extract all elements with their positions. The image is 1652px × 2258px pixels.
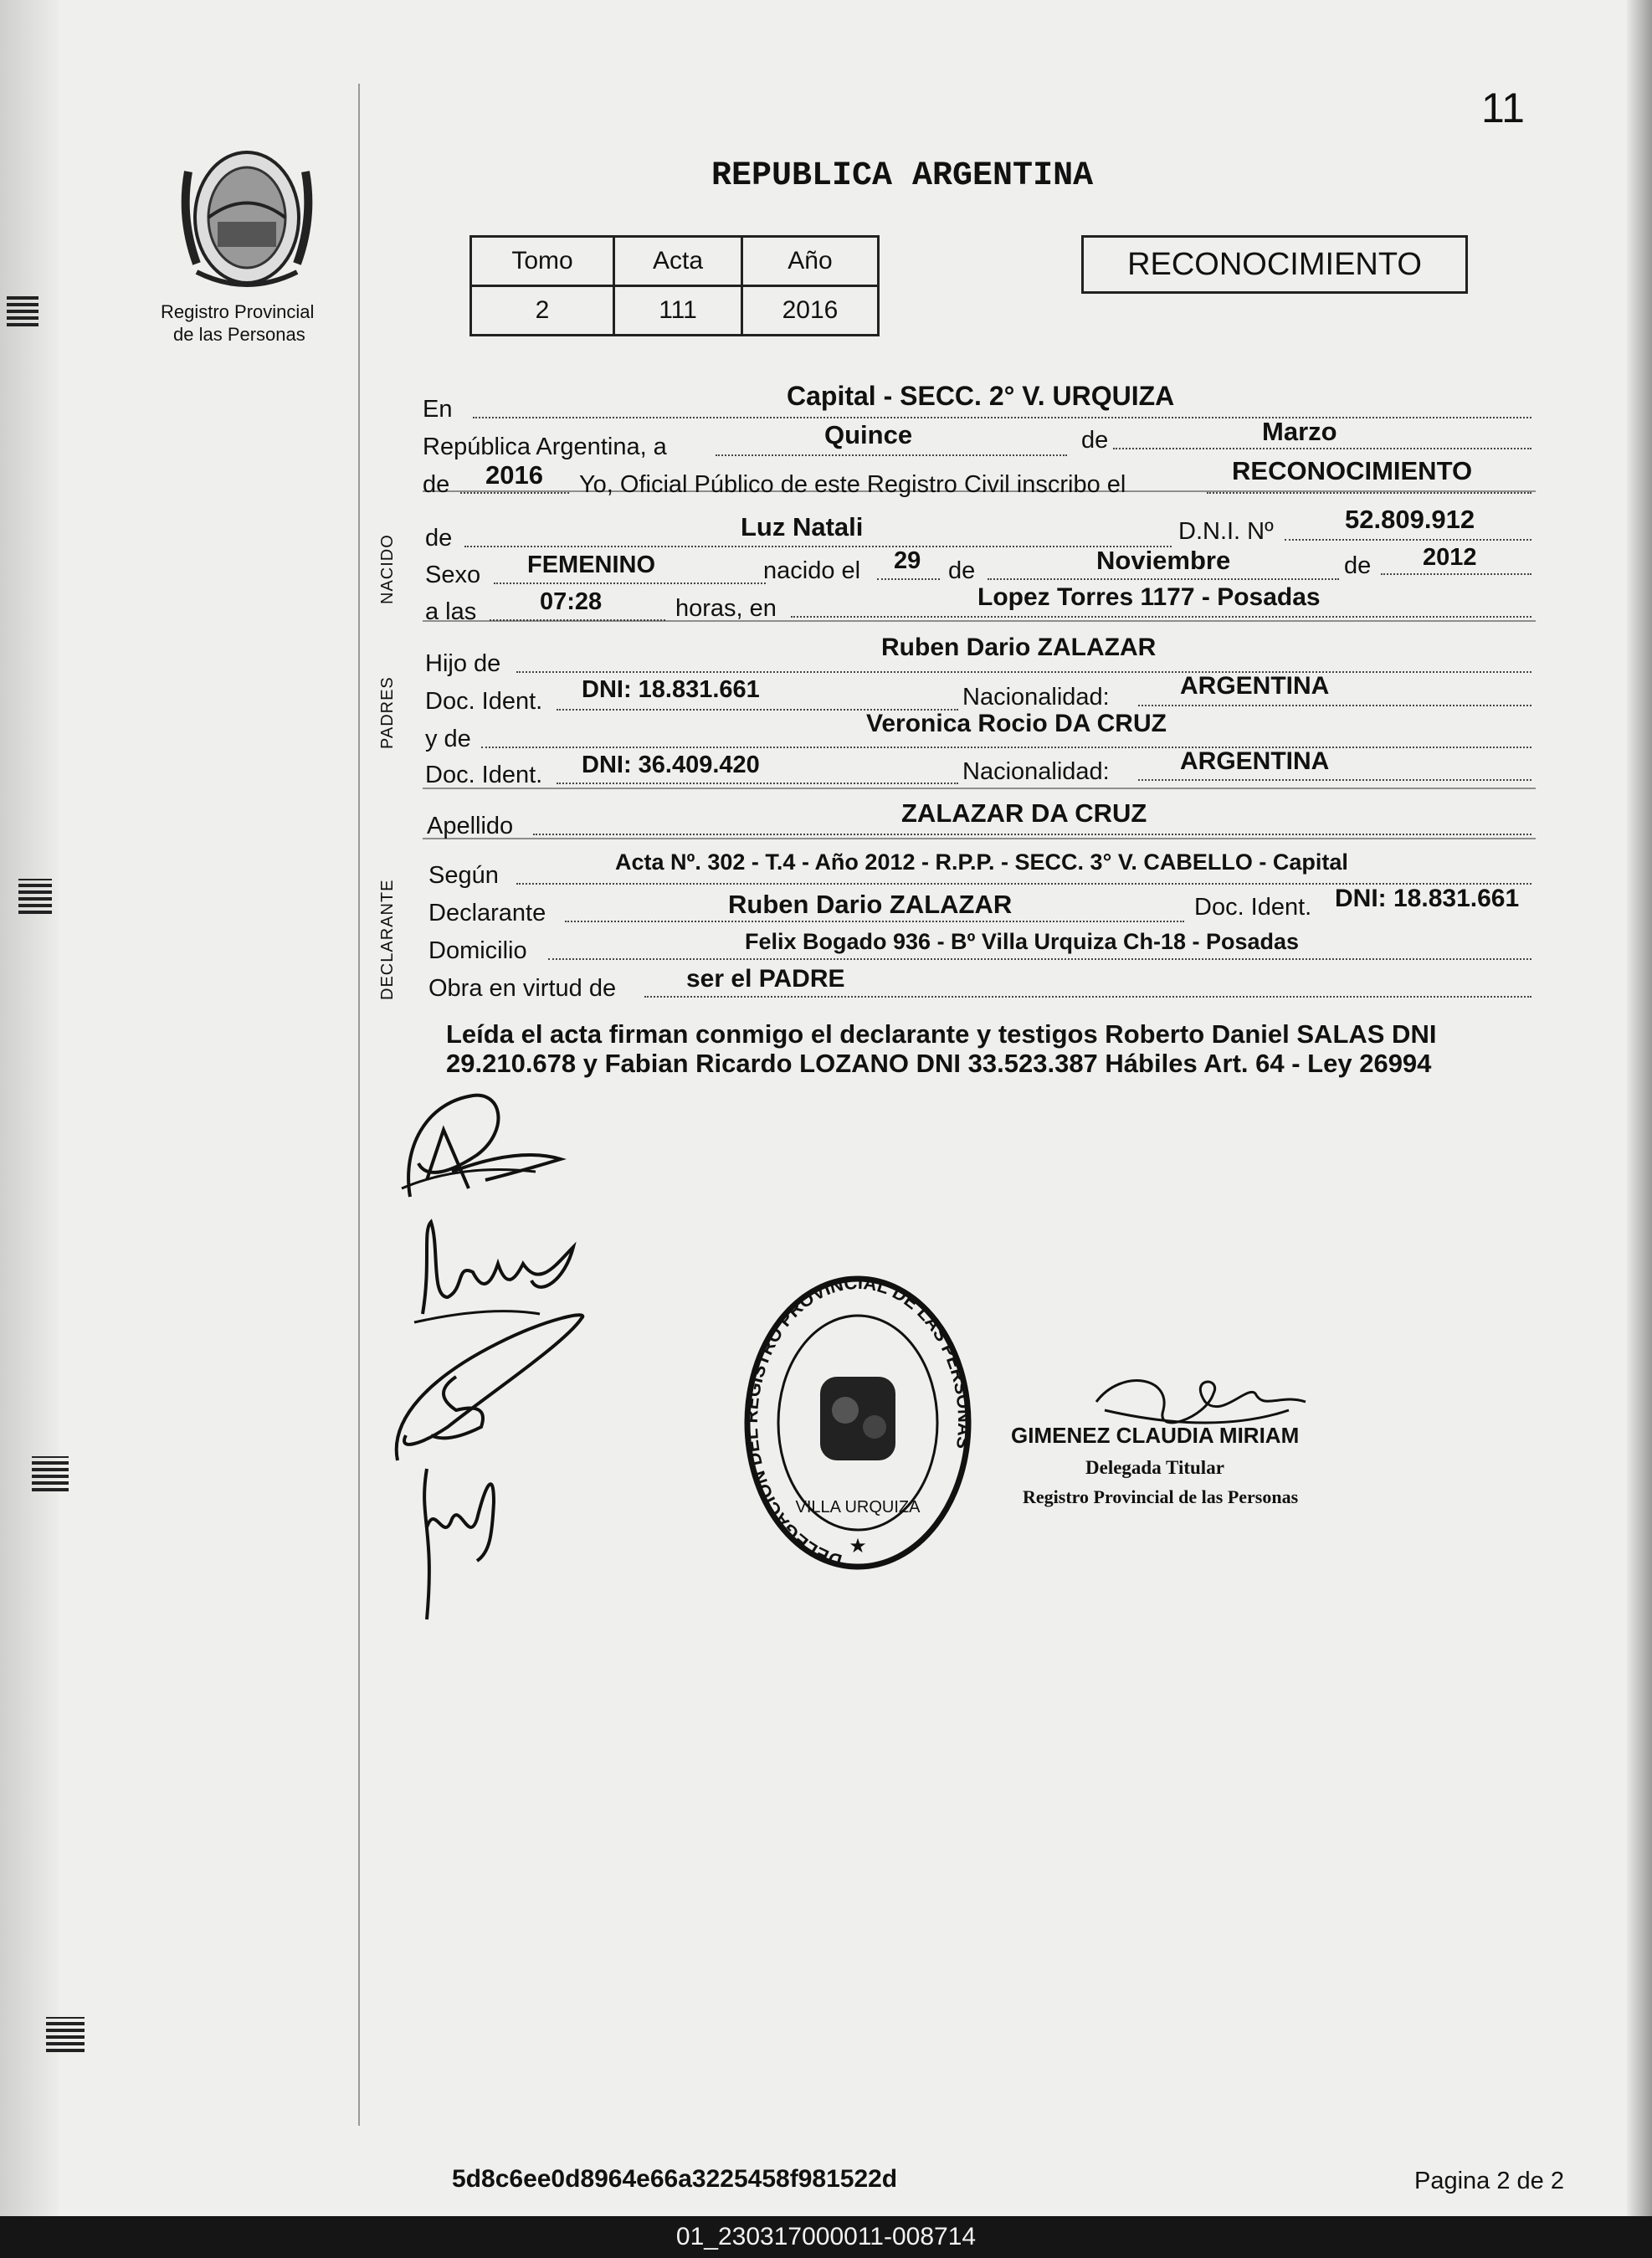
document-title: REPUBLICA ARGENTINA: [711, 157, 1094, 195]
document-hash: 5d8c6ee0d8964e66a3225458f981522d: [452, 2165, 898, 2193]
svg-text:★: ★: [849, 1535, 867, 1558]
section-separator: [423, 788, 1536, 789]
side-label-nacido: NACIDO: [378, 534, 397, 604]
label-de-anio: de: [423, 471, 450, 498]
binder-mark: [46, 2017, 85, 2052]
witness-signature-3: [410, 1452, 510, 1628]
value-madre-nac: ARGENTINA: [1180, 747, 1330, 775]
dotted-line: [490, 619, 665, 621]
value-padre: Ruben Dario ZALAZAR: [881, 634, 1157, 661]
file-id: 01_230317000011-008714: [675, 2223, 977, 2250]
value-sexo: FEMENINO: [527, 552, 656, 578]
value-anio: 2016: [485, 460, 543, 490]
act-type-box: RECONOCIMIENTO: [1081, 235, 1468, 294]
dotted-line: [1138, 705, 1531, 706]
dotted-line: [1285, 539, 1531, 541]
value-acta: 111: [614, 286, 742, 336]
dotted-line: [460, 492, 569, 494]
label-sexo: Sexo: [425, 562, 481, 588]
dotted-line: [481, 747, 1531, 748]
official-role: Delegada Titular: [1085, 1457, 1224, 1478]
label-nacionalidad-madre: Nacionalidad:: [962, 758, 1110, 785]
declarant-signature: [381, 1301, 598, 1469]
page-indicator: Pagina 2 de 2: [1414, 2168, 1564, 2194]
value-padre-doc: DNI: 18.831.661: [582, 676, 760, 703]
value-segun: Acta Nº. 302 - T.4 - Año 2012 - R.P.P. - SECC. 3° V. CABELLO - Capital: [615, 849, 1348, 875]
value-padre-nac: ARGENTINA: [1180, 672, 1330, 700]
value-nac-mes: Noviembre: [1096, 546, 1231, 575]
label-nacido-el: nacido el: [763, 557, 861, 584]
witness-signature-1: [393, 1080, 586, 1214]
label-horas-en: horas, en: [675, 595, 777, 622]
dotted-line: [464, 546, 1172, 547]
value-nac-dia: 29: [894, 547, 921, 574]
dotted-line: [548, 958, 1531, 960]
value-nombre: Luz Natali: [741, 512, 864, 541]
page-edge-shadow: [1627, 0, 1652, 2216]
seal-text: DELEGACION DEL REGISTRO PROVINCIAL DE LAS PERSONAS: [741, 1271, 975, 1572]
dotted-line: [988, 578, 1339, 580]
margin-line: [358, 84, 360, 2126]
section-separator: [423, 838, 1536, 839]
dotted-line: [473, 417, 1531, 418]
value-tomo: 2: [471, 286, 614, 336]
binder-mark: [32, 1456, 69, 1491]
statement-line1: Leída el acta firman conmigo el declarante y testigos Roberto Daniel SALAS DNI: [446, 1019, 1437, 1049]
label-doc-ident-madre: Doc. Ident.: [425, 762, 543, 788]
dotted-line: [1113, 448, 1531, 449]
label-de-nac-mes: de: [948, 557, 976, 584]
page-number: 11: [1481, 85, 1525, 131]
value-domicilio: Felix Bogado 936 - Bº Villa Urquiza Ch-18 - Posadas: [745, 929, 1300, 954]
value-dia: Quince: [824, 420, 913, 449]
tomo-acta-table: [469, 235, 880, 336]
dotted-line: [494, 582, 766, 584]
seal-inner-text: VILLA URQUIZA: [795, 1498, 921, 1516]
dotted-line: [565, 921, 1184, 922]
dotted-line: [1381, 573, 1531, 575]
label-domicilio: Domicilio: [428, 937, 527, 964]
label-doc-ident-declarante: Doc. Ident.: [1194, 894, 1312, 921]
value-mes: Marzo: [1262, 417, 1337, 446]
label-yo-oficial: Yo, Oficial Público de este Registro Civil inscribo el: [579, 471, 1126, 498]
side-label-padres: PADRES: [378, 676, 397, 749]
registry-line1: Registro Provincial: [161, 301, 315, 322]
file-id-band: [0, 2216, 1652, 2258]
label-republica: República Argentina, a: [423, 434, 667, 460]
dotted-line: [533, 834, 1531, 835]
value-apellido: ZALAZAR DA CRUZ: [901, 798, 1147, 828]
label-en: En: [423, 396, 453, 423]
header-acta: Acta: [614, 237, 742, 286]
value-obra: ser el PADRE: [686, 965, 845, 993]
official-org: Registro Provincial de las Personas: [1023, 1486, 1299, 1507]
dotted-line: [791, 616, 1531, 618]
registry-line2: de las Personas: [173, 324, 305, 345]
label-nacionalidad-padre: Nacionalidad:: [962, 684, 1110, 711]
label-apellido: Apellido: [427, 813, 514, 839]
binder-mark: [18, 879, 52, 914]
label-doc-ident-padre: Doc. Ident.: [425, 688, 543, 715]
dotted-line: [516, 671, 1531, 673]
misiones-coat-of-arms-logo: [172, 138, 322, 297]
official-name: GIMENEZ CLAUDIA MIRIAM: [1011, 1423, 1300, 1448]
label-declarante: Declarante: [428, 900, 546, 926]
header-tomo: Tomo: [471, 237, 614, 286]
label-segun: Según: [428, 862, 499, 889]
value-lugar-nac: Lopez Torres 1177 - Posadas: [977, 583, 1321, 611]
label-dni: D.N.I. Nº: [1178, 518, 1274, 545]
official-seal: [741, 1268, 975, 1578]
label-de-nac-anio: de: [1344, 552, 1372, 579]
label-de-mes: de: [1081, 427, 1109, 454]
dotted-line: [716, 454, 1067, 456]
label-a-las: a las: [425, 598, 477, 625]
value-anio: 2016: [742, 286, 879, 336]
dotted-line: [644, 996, 1531, 998]
header-anio: Año: [742, 237, 879, 286]
dotted-line: [877, 578, 940, 580]
dotted-line: [557, 783, 958, 784]
dotted-line: [1138, 779, 1531, 781]
value-madre: Veronica Rocio DA CRUZ: [866, 710, 1167, 737]
label-de-nombre: de: [425, 525, 453, 552]
value-dni: 52.809.912: [1345, 505, 1475, 534]
side-label-declarante: DECLARANTE: [378, 879, 397, 1000]
value-tipo: RECONOCIMIENTO: [1232, 456, 1473, 485]
value-madre-doc: DNI: 36.409.420: [582, 752, 760, 778]
value-lugar: Capital - SECC. 2° V. URQUIZA: [787, 381, 1175, 411]
label-y-de: y de: [425, 726, 471, 752]
binder-mark: [7, 293, 38, 326]
label-hijo-de: Hijo de: [425, 650, 501, 677]
statement-line2: 29.210.678 y Fabian Ricardo LOZANO DNI 33.523.387 Hábiles Art. 64 - Ley 26994: [446, 1049, 1432, 1078]
value-declarante: Ruben Dario ZALAZAR: [728, 890, 1013, 919]
value-declarante-doc: DNI: 18.831.661: [1335, 885, 1520, 912]
value-nac-anio: 2012: [1423, 544, 1477, 571]
dotted-line: [1207, 492, 1531, 494]
label-obra: Obra en virtud de: [428, 975, 617, 1002]
value-hora: 07:28: [540, 588, 603, 615]
